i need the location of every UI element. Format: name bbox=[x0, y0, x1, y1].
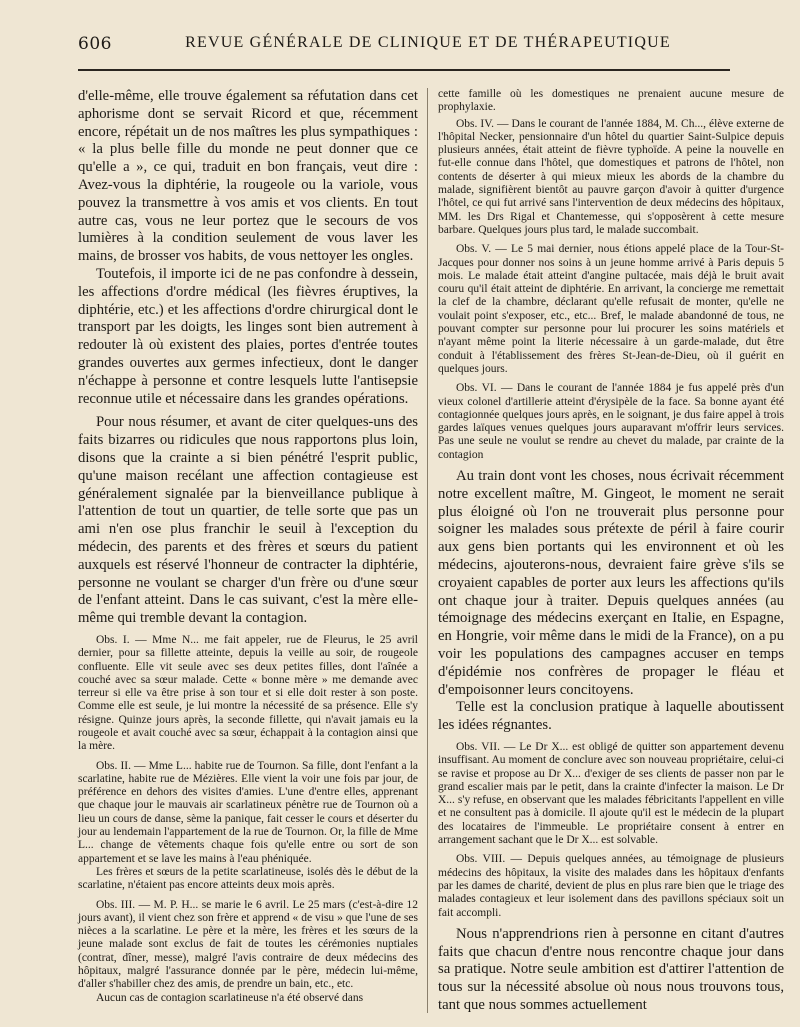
header-rule bbox=[78, 69, 730, 71]
paragraph: Telle est la conclusion pratique à laquelle aboutissent les idées régnantes. bbox=[438, 699, 784, 734]
paragraph: Obs. IV. — Dans le courant de l'année 1884, M. Ch..., élève externe de l'hôpital Necker, pensionnaire d'un hôtel du quartier Saint-Sulpice depuis plusieurs années, était atteint de fièvre typhoïde. A peine la nouvelle en fut-elle connue dans l'hôtel, que domestiques et patrons de l'hôtel, non contents de déserter à qui mieux mieux les abords de la chambre du malade, signifièrent bientôt au pauvre garçon d'avoir à quitter d'urgence l'hôtel, ce qui fut arrivé sans l'intervention de deux médecins des hôpitaux, MM. les Drs Rigal et Chantemesse, qui s'opposèrent à cette mesure barbare. Quelques jours plus tard, le malade succombait. bbox=[438, 117, 784, 236]
paragraph: Toutefois, il importe ici de ne pas confondre à dessein, les affections d'ordre médical (les fièvres éruptives, la diphtérie, etc.) et les affections d'ordre chirurgical dont le transport par les doigts, les linges sont bien autrement à redouter là où existent des plaies, portes d'entrée toutes grandes ouvertes aux germes infectieux, dont le danger n'échappe à personne et contre lesquels lutte l'antisepsie reconnue utile et nécessaire dans les grandes opérations. bbox=[78, 265, 418, 407]
left-column bbox=[78, 88, 418, 1005]
paragraph: Les frères et sœurs de la petite scarlatineuse, isolés dès le début de la scarlatine, n'étaient pas encore atteints deux mois après. bbox=[78, 865, 418, 892]
running-title: REVUE GÉNÉRALE DE CLINIQUE ET DE THÉRAPEUTIQUE bbox=[185, 34, 671, 51]
paragraph: cette famille où les domestiques ne prenaient aucune mesure de prophylaxie. bbox=[438, 88, 784, 114]
paragraph: Obs. V. — Le 5 mai dernier, nous étions appelé place de la Tour-St-Jacques pour donner nos soins à un jeune homme arrivé à Paris depuis 5 mois. Le malade était atteint d'angine pultacée, mais déjà le bruit avait couru qu'il était atteint de diphtérie. En arrivant, la concierge me remettait la clef de la chambre, déclarant qu'elle refusait de monter, qu'elle ne voulait point s'exposer, etc., etc... Bref, le malade abandonné de tous, ne pouvant compter sur personne pour lui procurer les soins matériels et n'ayant même point la literie nécessaire à un garde-malade, dut être conduit à l'établissement des frères St-Jean-de-Dieu, où il guérit en quelques jours. bbox=[438, 243, 784, 375]
column-separator bbox=[427, 88, 428, 1013]
paragraph: Obs. VIII. — Depuis quelques années, au témoignage de plusieurs médecins des hôpitaux, la visite des malades dans les hôpitaux d'enfants par les dames de charité, devient de plus en plus rare bien que le triage des malades contagieux et leur isolement dans des pavillons spéciaux soit un fait accompli. bbox=[438, 853, 784, 919]
paragraph: Obs. I. — Mme N... me fait appeler, rue de Fleurus, le 25 avril dernier, pour sa fillette atteinte, depuis la veille au soir, de rougeole confluente. Elle vit seule avec ses deux petites filles, dont l'aînée a couché avec sa sœur malade. Cette « bonne mère » me demande avec terreur si elle va être prise à son tour et si elle doit rester à son poste. Comme elle est seule, je lui montre la nécessité de sa présence. Elle s'y résigne. Quinze jours après, la seconde fillette, qui n'avait jamais eu la rougeole et avait couché avec sa sœur, échappait à la contagion ainsi que la mère. bbox=[78, 633, 418, 753]
paragraph: Obs. VII. — Le Dr X... est obligé de quitter son appartement devenu insuffisant. Au moment de conclure avec son nouveau propriétaire, celui-ci se ravise et propose au Dr X... d'exiger de ses clients de passer non par le grand escalier mais par le petit, dans la crainte d'infecter la maison. Le Dr X... s'y refuse, en observant que les malades fébricitants l'appellent en ville et ne consultent pas à domicile. Il ajoute qu'il est le médecin de la plupart des locataires de l'immeuble. Le propriétaire consent à entrer en arrangement sachant que le Dr X... est solvable. bbox=[438, 740, 784, 847]
paragraph: Obs. II. — Mme L... habite rue de Tournon. Sa fille, dont l'enfant a la scarlatine, habite rue de Mézières. Elle vient la voir une fois par jour, de préférence en dehors des visites d'amies. L'une d'entre elles, apprenant que chaque jour le mauvais air scarlatineux pénètre rue de Tournon où a lieu un cours de danse, sème la panique, fait cesser le cours et déserter du jour au lendemain l'appartement de la rue de Tournon. Or, la fille de Mme L... change de vêtements chaque fois qu'elle entre ou sort de son appartement et se lave les mains à l'eau phéniquée. bbox=[78, 759, 418, 865]
paragraph: Aucun cas de contagion scarlatineuse n'a été observé dans bbox=[96, 991, 364, 1004]
paragraph: d'elle-même, elle trouve également sa réfutation dans cet aphorisme dont se servait Ricord et que, récemment encore, répétait un de nos maîtres les plus sympathiques : « la plus belle fille du monde ne peut donner que ce qu'elle a », ce qui, traduit en bon français, veut dire : Avez-vous la diphtérie, la rougeole ou la variole, vous pouvez la transmettre à vos amis et vos clients. En tout autre cas, vous ne leur portez que le secours de vos lumières à la condition seulement de vous laver les mains, de brosser vos habits, de vous nettoyer les ongles. bbox=[78, 88, 418, 265]
page-number: 606 bbox=[78, 34, 112, 54]
page-header bbox=[78, 34, 718, 58]
paragraph: Obs. III. — M. P. H... se marie le 6 avril. Le 25 mars (c'est-à-dire 12 jours avant), il vient chez son frère et apprend « de visu » que l'une de ses nièces a la scarlatine. Le père et la mère, les frères et les sœurs de la jeune malade sont exclus de fait de toutes les cérémonies nuptiales (contrat, dîner, messe), malgré l'avis contraire de deux médecins des hôpitaux, malgré l'assurance donnée par le père, médecin lui-même, d'aller s'habiller chez des amis, de prendre un bain, etc., etc. bbox=[78, 898, 418, 991]
paragraph: Au train dont vont les choses, nous écrivait récemment notre excellent maître, M. Gingeot, le moment ne serait plus éloigné où l'on ne trouverait plus personne pour soigner les malades sous prétexte de péril à faire courir aux gens bien portants qui les environnent et où les médecins, ajouterons-nous, devraient faire grève s'ils se croyaient capables de porter aux leurs les affections qu'ils ont chaque jour à traiter. Depuis quelques années (au témoignage des médecins exerçant en Italie, en Espagne, en Hongrie, voir même dans le midi de la France), on a pu voir les populations des campagnes accuser en temps d'épidémie nos confrères de propager le fléau et d'empoisonner leurs concitoyens. bbox=[438, 468, 784, 698]
paragraph: Pour nous résumer, et avant de citer quelques-uns des faits bizarres ou ridicules que nous rapportons plus loin, disons que la crainte a si bien pénétré l'esprit public, qu'une maison recélant une affection contagieuse est généralement signalée par la bienveillance publique à l'attention de tout un quartier, de telle sorte que pas un ami n'en ose plus franchir le seuil à l'exception du médecin, des parents et des frères et sœurs du patient auxquels est réservé l'honneur de contracter la diphtérie, personne ne voulant se charger d'un frère ou d'une sœur de l'enfant atteint. Dans le cas suivant, c'est la mère elle-même qui tremble devant la contagion. bbox=[78, 414, 418, 627]
paragraph: Obs. VI. — Dans le courant de l'année 1884 je fus appelé près d'un vieux colonel d'artillerie atteint d'érysipèle de la face. Sa bonne ayant été contagionnée quelques jours après, en le soignant, je dus faire appel à trois gardes laïques venues quelques jours auparavant m'offrir leurs services. Pas une seule ne voulut se rendre au chevet du malade, par crainte de la contagion bbox=[438, 382, 784, 461]
paragraph: Nous n'apprendrions rien à personne en citant d'autres faits que chacun d'entre nous rencontre chaque jour dans sa pratique. Notre seule ambition est d'attirer l'attention de tous sur la nécessité absolue où nous nous trouvons tous, tant que nous sommes actuellement bbox=[438, 925, 784, 1014]
right-column bbox=[438, 88, 784, 1015]
